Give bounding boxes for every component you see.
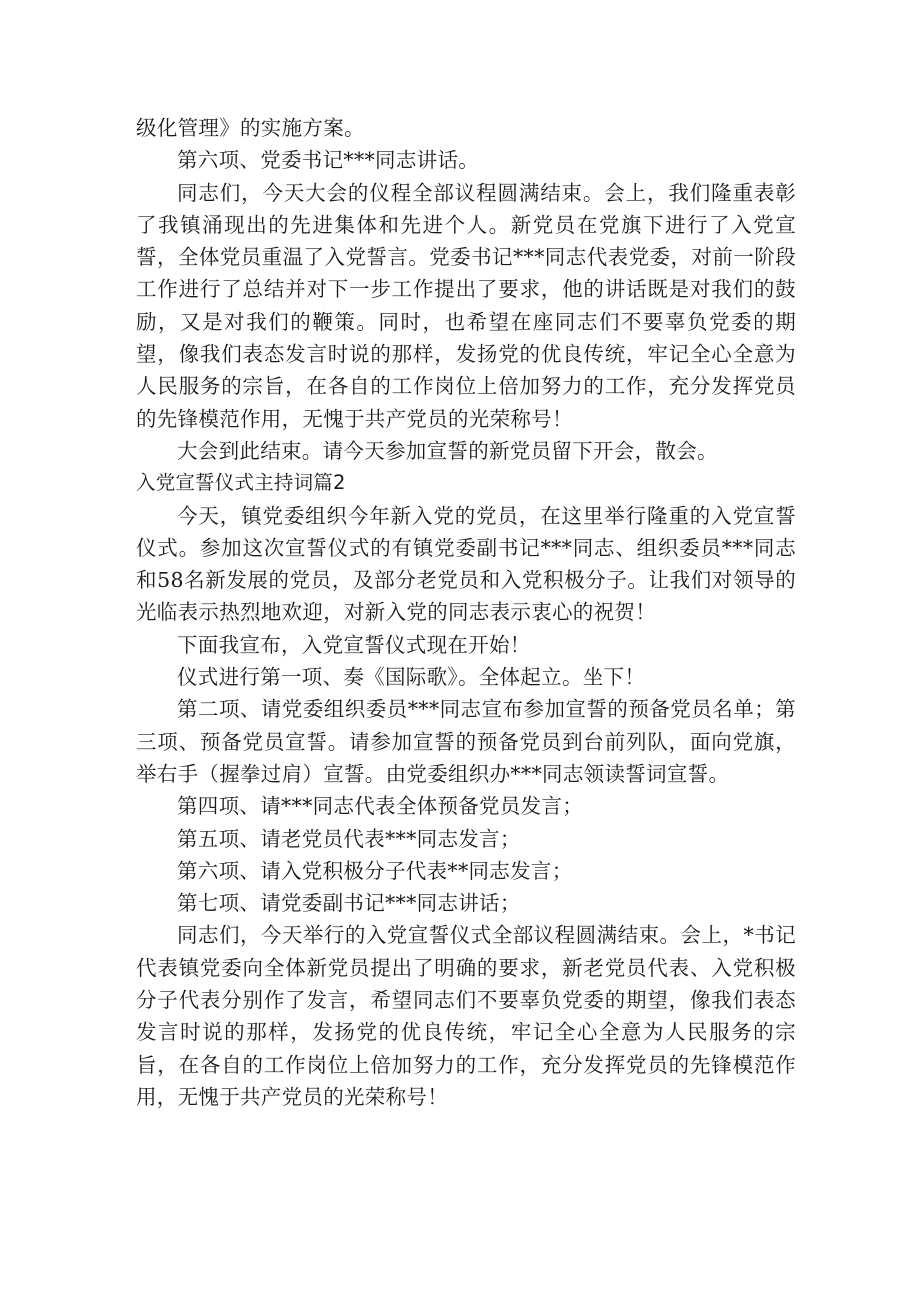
agenda-item-four: 第四项、请***同志代表全体预备党员发言； xyxy=(177,794,584,819)
document-body xyxy=(136,112,796,1113)
ceremony-start-paragraph: 下面我宣布，入党宣誓仪式现在开始！ xyxy=(177,632,531,657)
continuation-line: 级化管理》的实施方案。 xyxy=(136,116,365,140)
closing-remarks-paragraph: 同志们，今天大会的仪程全部议程圆满结束。会上，我们隆重表彰了我镇涌现出的先进集体和先进个人。新党员在党旗下进行了入党宣誓，全体党员重温了入党誓言。党委书记***同志代表党委，对前一阶段工作进行了总结并对下一步工作提出了要求，他的讲话既是对我们的鼓励，又是对我们的鞭策。同时，也希望在座同志们不要辜负党委的期望，像我们表态发言时说的那样，发扬党的优良传统，牢记全心全意为人民服务的宗旨，在各自的工作岗位上倍加努力的工作，充分发挥党员的先锋模范作用，无愧于共产党员的光荣称号！ xyxy=(136,180,796,431)
agenda-item-one: 仪式进行第一项、奏《国际歌》。全体起立。坐下！ xyxy=(177,665,646,690)
agenda-item-five: 第五项、请老党员代表***同志发言； xyxy=(177,826,521,851)
section-heading: 入党宣誓仪式主持词篇2 xyxy=(136,471,346,495)
meeting-end-paragraph: 大会到此结束。请今天参加宣誓的新党员留下开会，散会。 xyxy=(177,438,718,463)
agenda-item-six-b: 第六项、请入党积极分子代表**同志发言； xyxy=(177,858,573,883)
agenda-item-two-three: 第二项、请党委组织委员***同志宣布参加宣誓的预备党员名单；第三项、预备党员宣誓。请参加宣誓的预备党员到台前列队，面向党旗，举右手（握拳过肩）宣誓。由党委组织办***同志领读誓词宣誓。 xyxy=(136,697,796,786)
agenda-item-six: 第六项、党委书记***同志讲话。 xyxy=(177,148,480,173)
opening-paragraph: 今天，镇党委组织今年新入党的党员，在这里举行隆重的入党宣誓仪式。参加这次宣誓仪式的有镇党委副书记***同志、组织委员***同志和58名新发展的党员，及部分老党员和入党积极分子。让我们对领导的光临表示热烈地欢迎，对新入党的同志表示衷心的祝贺！ xyxy=(136,503,796,625)
closing-paragraph: 同志们，今天举行的入党宣誓仪式全部议程圆满结束。会上，*书记代表镇党委向全体新党员提出了明确的要求，新老党员代表、入党积极分子代表分别作了发言，希望同志们不要辜负党委的期望，像我们表态发言时说的那样，发扬党的优良传统，牢记全心全意为人民服务的宗旨，在各自的工作岗位上倍加努力的工作，充分发挥党员的先锋模范作用，无愧于共产党员的光荣称号！ xyxy=(136,923,796,1109)
agenda-item-seven: 第七项、请党委副书记***同志讲话； xyxy=(177,891,521,916)
